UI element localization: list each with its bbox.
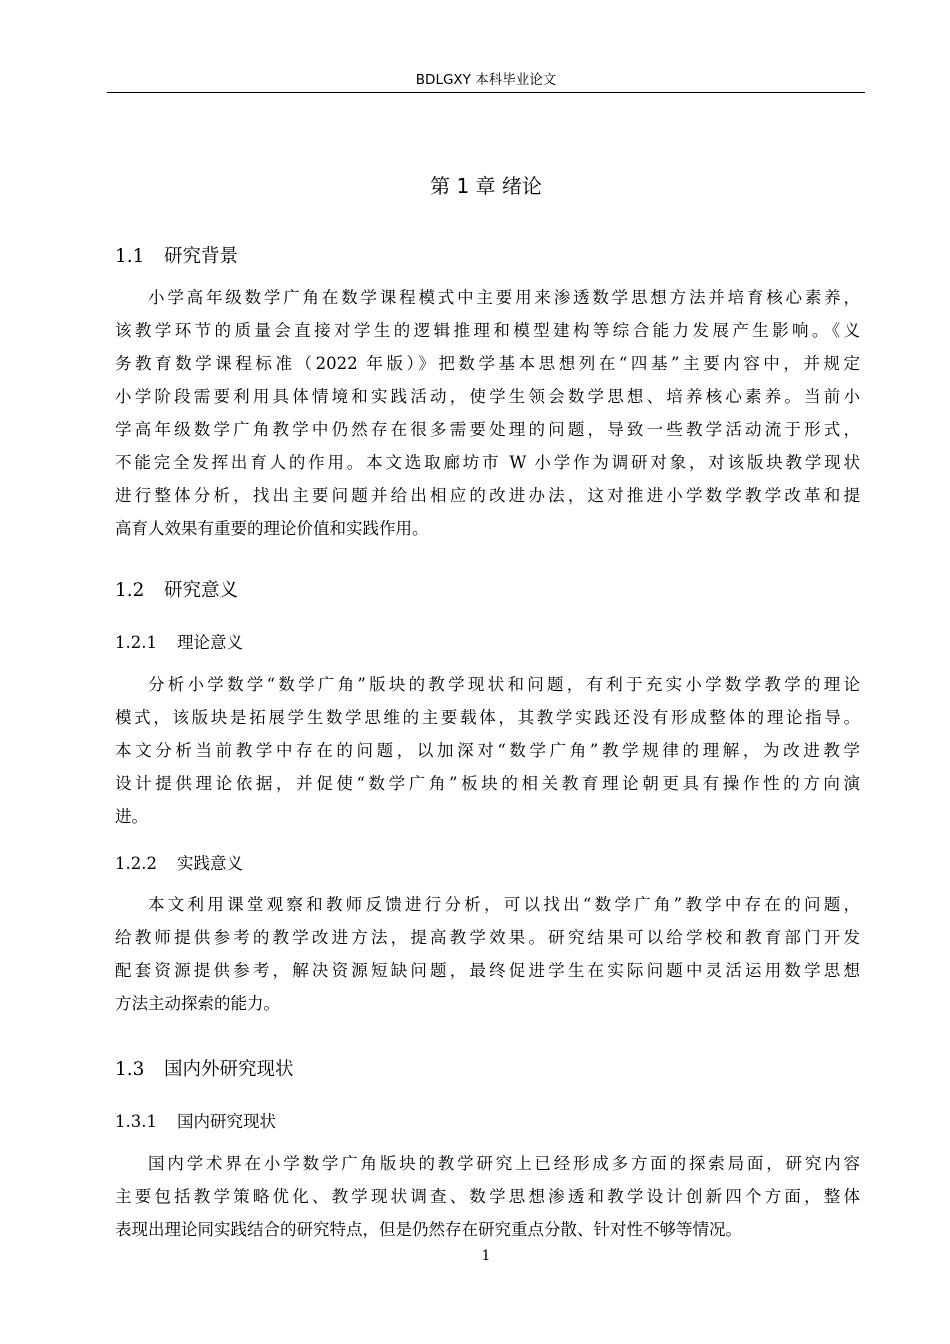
text-line: 进行整体分析，找出主要问题并给出相应的改进办法，这对推进小学数学教学改革和提 bbox=[115, 486, 860, 505]
heading-title: 研究意义 bbox=[164, 580, 239, 601]
chapter-title: 第 1 章 绪论 bbox=[430, 174, 542, 198]
text-line: 方法主动探索的能力。 bbox=[115, 994, 280, 1013]
header-rule bbox=[107, 92, 865, 93]
text-line: 主要包括教学策略优化、教学现状调查、数学思想渗透和教学设计创新四个方面，整体 bbox=[115, 1187, 860, 1206]
text-line: 配套资源提供参考，解决资源短缺问题，最终促进学生在实际问题中灵活运用数学思想 bbox=[115, 961, 860, 980]
heading-1-2-2 bbox=[115, 850, 243, 874]
heading-number: 1.1 bbox=[115, 246, 145, 267]
text-line: 本文分析当前教学中存在的问题，以加深对“数学广角”教学规律的理解，为改进教学 bbox=[115, 741, 860, 760]
heading-title: 国内外研究现状 bbox=[164, 1059, 294, 1080]
heading-number: 1.2.1 bbox=[115, 633, 157, 652]
paragraph-theory bbox=[115, 668, 860, 833]
text-line: 设计提供理论依据，并促使“数学广角”板块的相关教育理论朝更具有操作性的方向演 bbox=[115, 774, 860, 793]
heading-title: 理论意义 bbox=[177, 633, 243, 652]
text-line: 表现出理论同实践结合的研究特点，但是仍然存在研究重点分散、针对性不够等情况。 bbox=[115, 1220, 742, 1239]
text-line: 分析小学数学“数学广角”版块的教学现状和问题，有利于充实小学数学教学的理论 bbox=[148, 675, 860, 694]
text-line: 进。 bbox=[115, 807, 148, 826]
page-number: 1 bbox=[481, 1248, 491, 1264]
text-line: 模式，该版块是拓展学生数学思维的主要载体，其教学实践还没有形成整体的理论指导。 bbox=[115, 708, 860, 727]
paragraph-domestic bbox=[115, 1147, 860, 1246]
heading-1-2-1 bbox=[115, 629, 243, 653]
running-header: BDLGXY 本科毕业论文 bbox=[415, 72, 557, 88]
heading-number: 1.2.2 bbox=[115, 854, 157, 873]
paragraph-background bbox=[115, 281, 860, 545]
heading-number: 1.2 bbox=[115, 580, 145, 601]
heading-number: 1.3 bbox=[115, 1059, 145, 1080]
heading-1-2 bbox=[115, 576, 238, 602]
text-line: 小学高年级数学广角在数学课程模式中主要用来渗透数学思想方法并培育核心素养， bbox=[148, 288, 860, 307]
heading-title: 国内研究现状 bbox=[177, 1112, 276, 1131]
heading-1-1 bbox=[115, 242, 238, 268]
heading-1-3-1 bbox=[115, 1108, 276, 1132]
paragraph-practice bbox=[115, 888, 860, 1020]
text-line: 给教师提供参考的教学改进方法，提高教学效果。研究结果可以给学校和教育部门开发 bbox=[115, 928, 860, 947]
text-line: 不能完全发挥出育人的作用。本文选取廊坊市 W 小学作为调研对象，对该版块教学现状 bbox=[115, 453, 860, 472]
heading-title: 实践意义 bbox=[177, 854, 243, 873]
heading-title: 研究背景 bbox=[164, 246, 239, 267]
text-line: 小学阶段需要利用具体情境和实践活动，使学生领会数学思想、培养核心素养。当前小 bbox=[115, 387, 860, 406]
text-line: 国内学术界在小学数学广角版块的教学研究上已经形成多方面的探索局面，研究内容 bbox=[148, 1154, 860, 1173]
text-line: 务教育数学课程标准（2022 年版）》把数学基本思想列在“四基”主要内容中，并规定 bbox=[115, 354, 860, 373]
text-line: 本文利用课堂观察和教师反馈进行分析，可以找出“数学广角”教学中存在的问题， bbox=[148, 895, 860, 914]
text-line: 学高年级数学广角教学中仍然存在很多需要处理的问题，导致一些教学活动流于形式， bbox=[115, 420, 860, 439]
text-line: 高育人效果有重要的理论价值和实践作用。 bbox=[115, 519, 429, 538]
heading-number: 1.3.1 bbox=[115, 1112, 157, 1131]
text-line: 该教学环节的质量会直接对学生的逻辑推理和模型建构等综合能力发展产生影响。《义 bbox=[115, 321, 860, 340]
heading-1-3 bbox=[115, 1055, 294, 1081]
